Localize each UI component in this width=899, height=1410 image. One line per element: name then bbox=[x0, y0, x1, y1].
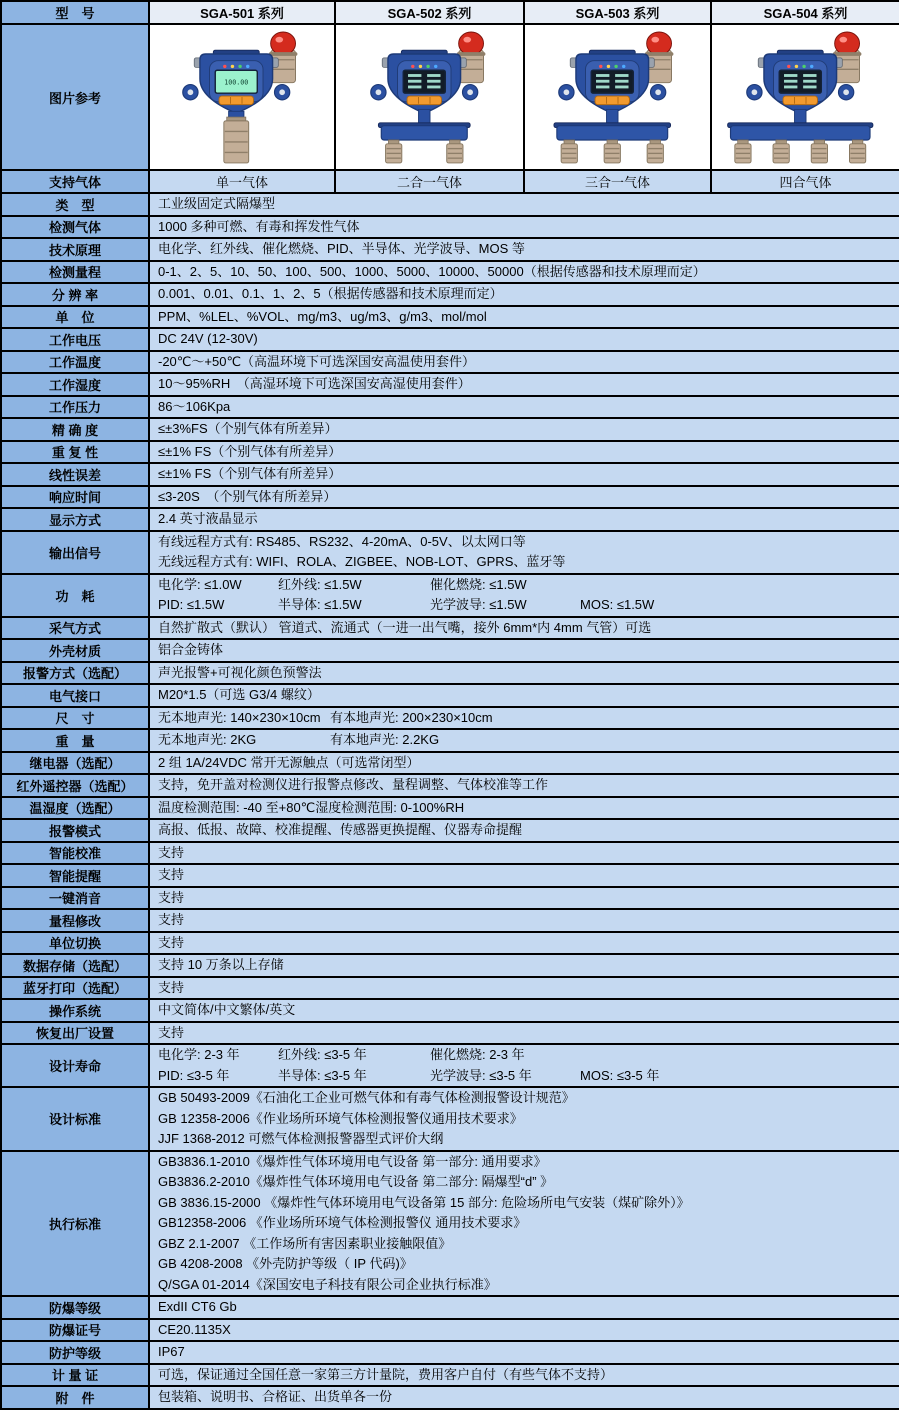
spec-row bbox=[1, 977, 899, 1000]
spec-value-segment: PID: ≤1.5W bbox=[158, 597, 225, 612]
spec-value-segment: GB3836.1-2010《爆炸性气体环境用电气设备 第一部分: 通用要求》 bbox=[158, 1153, 547, 1169]
model-name: SGA-503 系列 bbox=[524, 1, 711, 24]
spec-value-segment: ≤±1% FS（个别气体有所差异） bbox=[158, 466, 342, 481]
spec-row bbox=[1, 1151, 899, 1297]
spec-value-line bbox=[158, 194, 895, 215]
spec-value-line bbox=[158, 1109, 895, 1130]
spec-label: 工作温度 bbox=[1, 351, 149, 374]
spec-value-line bbox=[158, 618, 895, 639]
spec-label: 计 量 证 bbox=[1, 1364, 149, 1387]
spec-value-segment: ExdII CT6 Gb bbox=[158, 1299, 237, 1314]
spec-label: 电气接口 bbox=[1, 684, 149, 707]
spec-value-line bbox=[158, 640, 895, 661]
gas-type: 二合一气体 bbox=[335, 170, 524, 193]
spec-value-segment: 有本地声光: 2.2KG bbox=[330, 732, 440, 747]
spec-value-segment: GB 3836.15-2000 《爆炸性气体环境用电气设备第 15 部分: 危险场所电气安装（煤矿除外）》 bbox=[158, 1194, 690, 1210]
spec-row bbox=[1, 1044, 899, 1087]
spec-value-segment: 无本地声光: 140×230×10cm bbox=[158, 709, 321, 725]
spec-value bbox=[149, 1022, 899, 1045]
spec-value bbox=[149, 752, 899, 775]
spec-value-line bbox=[158, 843, 895, 864]
spec-value-line bbox=[158, 1365, 895, 1386]
spec-value-line bbox=[158, 1297, 895, 1318]
spec-row bbox=[1, 909, 899, 932]
spec-label: 工作湿度 bbox=[1, 373, 149, 396]
spec-label: 执行标准 bbox=[1, 1151, 149, 1297]
spec-row bbox=[1, 463, 899, 486]
spec-value-segment: GB 50493-2009《石油化工企业可燃气体和有毒气体检测报警设计规范》 bbox=[158, 1090, 575, 1105]
spec-row bbox=[1, 486, 899, 509]
spec-value-line bbox=[158, 329, 895, 350]
spec-value bbox=[149, 1386, 899, 1409]
spec-value-line bbox=[158, 753, 895, 774]
spec-value-segment: 支持 bbox=[158, 1024, 185, 1040]
spec-value-segment: Q/SGA 01-2014《深国安电子科技有限公司企业执行标准》 bbox=[158, 1276, 497, 1292]
spec-value bbox=[149, 508, 899, 531]
spec-label: 线性误差 bbox=[1, 463, 149, 486]
spec-value-line bbox=[158, 1193, 895, 1214]
spec-value-segment: 包装箱、说明书、合格证、出货单各一份 bbox=[158, 1389, 393, 1404]
spec-value-line bbox=[158, 442, 895, 463]
spec-label: 红外遥控器（选配） bbox=[1, 774, 149, 797]
spec-row bbox=[1, 1296, 899, 1319]
model-name: SGA-504 系列 bbox=[711, 1, 899, 24]
spec-value-segment: 温度检测范围: -40 至+80℃ bbox=[158, 799, 316, 815]
spec-value-segment: 2.4 英寸液晶显示 bbox=[158, 511, 258, 526]
spec-label: 继电器（选配） bbox=[1, 752, 149, 775]
spec-label: 分 辨 率 bbox=[1, 283, 149, 306]
spec-value-line bbox=[158, 865, 895, 886]
model-name: SGA-501 系列 bbox=[149, 1, 335, 24]
spec-value-segment: 无本地声光: 2KG bbox=[158, 732, 257, 747]
spec-value-segment: GB 12358-2006《作业场所环境气体检测报警仪通用技术要求》 bbox=[158, 1110, 523, 1126]
spec-value-line bbox=[158, 730, 895, 751]
spec-value-line bbox=[158, 978, 895, 999]
spec-value-line bbox=[158, 820, 895, 841]
spec-value bbox=[149, 441, 899, 464]
spec-row bbox=[1, 396, 899, 419]
spec-row bbox=[1, 574, 899, 617]
spec-row bbox=[1, 662, 899, 685]
spec-value-segment: GB12358-2006 《作业场所环境气体检测报警仪 通用技术要求》 bbox=[158, 1215, 527, 1230]
spec-value bbox=[149, 909, 899, 932]
spec-value bbox=[149, 373, 899, 396]
spec-row bbox=[1, 351, 899, 374]
model-row-label: 型 号 bbox=[1, 1, 149, 24]
spec-label: 工作压力 bbox=[1, 396, 149, 419]
spec-value-segment: MOS: ≤1.5W bbox=[580, 597, 655, 612]
spec-label: 报警模式 bbox=[1, 819, 149, 842]
spec-row bbox=[1, 707, 899, 730]
spec-value-line bbox=[158, 775, 895, 796]
spec-value-segment: ≤±1% FS（个别气体有所差异） bbox=[158, 443, 342, 459]
spec-value-segment: 光学波导: ≤3-5 年 bbox=[430, 1067, 532, 1083]
spec-value bbox=[149, 864, 899, 887]
spec-row bbox=[1, 1022, 899, 1045]
spec-row bbox=[1, 752, 899, 775]
spec-label: 一键消音 bbox=[1, 887, 149, 910]
spec-label: 检测量程 bbox=[1, 261, 149, 284]
spec-row bbox=[1, 373, 899, 396]
spec-value bbox=[149, 1319, 899, 1342]
spec-value-line bbox=[158, 1387, 895, 1408]
spec-value-line bbox=[158, 888, 895, 909]
gas-row bbox=[1, 170, 899, 193]
spec-row bbox=[1, 531, 899, 574]
spec-label: 工作电压 bbox=[1, 328, 149, 351]
spec-row bbox=[1, 1087, 899, 1151]
spec-value bbox=[149, 283, 899, 306]
spec-label: 设计标准 bbox=[1, 1087, 149, 1151]
spec-value bbox=[149, 617, 899, 640]
gas-row-label: 支持气体 bbox=[1, 170, 149, 193]
spec-value-line bbox=[158, 1234, 895, 1255]
spec-value-line bbox=[158, 262, 895, 283]
spec-label: 单 位 bbox=[1, 306, 149, 329]
spec-value bbox=[149, 1087, 899, 1151]
spec-value bbox=[149, 774, 899, 797]
spec-value-line bbox=[158, 1320, 895, 1341]
spec-value-segment: 支持 10 万条以上存储 bbox=[158, 957, 284, 972]
spec-value-line bbox=[158, 1254, 895, 1275]
spec-value-line bbox=[158, 798, 895, 819]
spec-value bbox=[149, 418, 899, 441]
spec-value bbox=[149, 238, 899, 261]
spec-label: 恢复出厂设置 bbox=[1, 1022, 149, 1045]
spec-value-line bbox=[158, 1023, 895, 1044]
model-name: SGA-502 系列 bbox=[335, 1, 524, 24]
spec-value-line bbox=[158, 685, 895, 706]
spec-value-line bbox=[158, 284, 895, 305]
spec-value bbox=[149, 574, 899, 617]
spec-value-segment: JJF 1368-2012 可燃气体检测报警器型式评价大纲 bbox=[158, 1131, 444, 1146]
spec-value bbox=[149, 486, 899, 509]
spec-value bbox=[149, 707, 899, 730]
spec-value bbox=[149, 1296, 899, 1319]
spec-value bbox=[149, 531, 899, 574]
spec-value-segment: IP67 bbox=[158, 1344, 185, 1359]
spec-value-line bbox=[158, 217, 895, 238]
spec-value-segment: 催化燃烧: 2-3 年 bbox=[430, 1047, 525, 1062]
spec-value-segment: 中文简体/中文繁体/英文 bbox=[158, 1002, 296, 1017]
spec-value bbox=[149, 684, 899, 707]
spec-value-segment: 1000 多种可燃、有毒和挥发性气体 bbox=[158, 218, 360, 234]
spec-row bbox=[1, 617, 899, 640]
spec-value-line bbox=[158, 419, 895, 440]
spec-label: 显示方式 bbox=[1, 508, 149, 531]
spec-row bbox=[1, 887, 899, 910]
spec-value bbox=[149, 842, 899, 865]
spec-label: 防爆等级 bbox=[1, 1296, 149, 1319]
spec-value bbox=[149, 1341, 899, 1364]
spec-value-line bbox=[158, 397, 895, 418]
spec-value-line bbox=[158, 910, 895, 931]
spec-value-segment: 电化学、红外线、催化燃烧、PID、半导体、光学波导、MOS 等 bbox=[158, 241, 525, 256]
spec-value-segment: 声光报警+可视化颜色预警法 bbox=[158, 664, 322, 680]
device-image-1-probe bbox=[149, 24, 335, 170]
spec-label: 技术原理 bbox=[1, 238, 149, 261]
spec-row bbox=[1, 1341, 899, 1364]
gas-type: 四合气体 bbox=[711, 170, 899, 193]
spec-row bbox=[1, 418, 899, 441]
spec-label: 重 复 性 bbox=[1, 441, 149, 464]
spec-value-segment: GB3836.2-2010《爆炸性气体环境用电气设备 第二部分: 隔爆型“d” 》 bbox=[158, 1174, 554, 1189]
spec-value bbox=[149, 1044, 899, 1087]
spec-row bbox=[1, 328, 899, 351]
device-image-2-probe bbox=[335, 24, 524, 170]
spec-label: 功 耗 bbox=[1, 574, 149, 617]
spec-value-line bbox=[158, 1152, 895, 1173]
spec-value bbox=[149, 887, 899, 910]
spec-value bbox=[149, 954, 899, 977]
spec-value-line bbox=[158, 509, 895, 530]
spec-label: 温湿度（选配） bbox=[1, 797, 149, 820]
spec-label: 重 量 bbox=[1, 729, 149, 752]
spec-value-line bbox=[158, 239, 895, 260]
spec-row bbox=[1, 238, 899, 261]
spec-value-segment: PPM、%LEL、%VOL、mg/m3、ug/m3、g/m3、mol/mol bbox=[158, 308, 487, 324]
spec-label: 尺 寸 bbox=[1, 707, 149, 730]
spec-row bbox=[1, 216, 899, 239]
spec-value-line bbox=[158, 595, 895, 616]
spec-value-segment: MOS: ≤3-5 年 bbox=[580, 1067, 660, 1083]
spec-value-line bbox=[158, 1000, 895, 1021]
spec-row bbox=[1, 842, 899, 865]
spec-value-segment: 可选，保证通过全国任意一家第三方计量院，费用客户自付（有些气体不支持） bbox=[158, 1366, 614, 1382]
spec-value bbox=[149, 639, 899, 662]
gas-type: 三合一气体 bbox=[524, 170, 711, 193]
spec-value-segment: 工业级固定式隔爆型 bbox=[158, 196, 276, 211]
spec-value-segment: 电化学: 2-3 年 bbox=[158, 1047, 240, 1062]
spec-value-line bbox=[158, 933, 895, 954]
spec-value-segment: M20*1.5（可选 G3/4 螺纹） bbox=[158, 687, 320, 702]
spec-value-line bbox=[158, 1213, 895, 1234]
spec-value-segment: 支持 bbox=[158, 867, 185, 882]
model-header-row bbox=[1, 1, 899, 24]
spec-value-segment: ≤±3%FS（个别气体有所差异） bbox=[158, 421, 338, 436]
spec-value-segment: CE20.1135X bbox=[158, 1321, 231, 1337]
spec-row bbox=[1, 261, 899, 284]
svg-text:100.00: 100.00 bbox=[224, 78, 249, 87]
device-image-3-probe bbox=[524, 24, 711, 170]
spec-value bbox=[149, 729, 899, 752]
spec-row bbox=[1, 932, 899, 955]
spec-value-segment: 支持，免开盖对检测仪进行报警点修改、量程调整、气体校准等工作 bbox=[158, 777, 549, 792]
spec-value-segment: 湿度检测范围: 0-100%RH bbox=[315, 799, 465, 815]
spec-row bbox=[1, 1319, 899, 1342]
spec-label: 采气方式 bbox=[1, 617, 149, 640]
spec-label: 外壳材质 bbox=[1, 639, 149, 662]
spec-value bbox=[149, 1364, 899, 1387]
spec-value-line bbox=[158, 663, 895, 684]
image-row-label: 图片参考 bbox=[1, 24, 149, 170]
spec-value-segment: 电化学: ≤1.0W bbox=[158, 576, 242, 592]
spec-value-segment: 0-1、2、5、10、50、100、500、1000、5000、10000、50000（根据传感器和技术原理而定） bbox=[158, 263, 706, 279]
spec-value-line bbox=[158, 575, 895, 596]
spec-row bbox=[1, 684, 899, 707]
spec-value bbox=[149, 261, 899, 284]
spec-label: 精 确 度 bbox=[1, 418, 149, 441]
spec-value-segment: 高报、低报、故障、校准提醒、传感器更换提醒、仪器寿命提醒 bbox=[158, 822, 523, 837]
spec-value bbox=[149, 463, 899, 486]
spec-value-line bbox=[158, 1066, 895, 1087]
spec-row bbox=[1, 283, 899, 306]
spec-value-line bbox=[158, 374, 895, 395]
spec-label: 输出信号 bbox=[1, 531, 149, 574]
spec-row bbox=[1, 819, 899, 842]
spec-label: 防爆证号 bbox=[1, 1319, 149, 1342]
spec-row bbox=[1, 193, 899, 216]
spec-value-line bbox=[158, 1129, 895, 1150]
device-image-4-probe bbox=[711, 24, 899, 170]
spec-value-line bbox=[158, 464, 895, 485]
spec-label: 附 件 bbox=[1, 1386, 149, 1409]
spec-value-segment: 10～95%RH （高湿环境下可选深国安高湿使用套件） bbox=[158, 376, 471, 391]
spec-value-segment: PID: ≤3-5 年 bbox=[158, 1067, 230, 1083]
spec-label: 数据存储（选配） bbox=[1, 954, 149, 977]
spec-value bbox=[149, 819, 899, 842]
spec-row bbox=[1, 508, 899, 531]
spec-value-segment: 支持 bbox=[158, 979, 185, 995]
spec-row bbox=[1, 774, 899, 797]
spec-value-segment: 有本地声光: 200×230×10cm bbox=[330, 709, 493, 725]
spec-value-segment: 红外线: ≤3-5 年 bbox=[278, 1047, 367, 1062]
spec-value-line bbox=[158, 307, 895, 328]
spec-row bbox=[1, 1386, 899, 1409]
spec-value-line bbox=[158, 708, 895, 729]
spec-row bbox=[1, 441, 899, 464]
spec-value bbox=[149, 977, 899, 1000]
spec-row bbox=[1, 999, 899, 1022]
spec-label: 操作系统 bbox=[1, 999, 149, 1022]
spec-label: 单位切换 bbox=[1, 932, 149, 955]
spec-value-segment: 无线远程方式有: WIFI、ROLA、ZIGBEE、NOB-LOT、GPRS、蓝牙等 bbox=[158, 554, 566, 569]
spec-value bbox=[149, 216, 899, 239]
spec-label: 设计寿命 bbox=[1, 1044, 149, 1087]
spec-label: 量程修改 bbox=[1, 909, 149, 932]
spec-value-line bbox=[158, 1342, 895, 1363]
spec-label: 智能提醒 bbox=[1, 864, 149, 887]
spec-value bbox=[149, 999, 899, 1022]
spec-value-segment: 支持 bbox=[158, 844, 185, 860]
spec-label: 报警方式（选配） bbox=[1, 662, 149, 685]
spec-label: 蓝牙打印（选配） bbox=[1, 977, 149, 1000]
spec-value bbox=[149, 662, 899, 685]
spec-value-line bbox=[158, 487, 895, 508]
spec-value bbox=[149, 396, 899, 419]
spec-value-segment: 2 组 1A/24VDC 常开无源触点（可选常闭型） bbox=[158, 754, 420, 770]
spec-row bbox=[1, 729, 899, 752]
spec-value-segment: GBZ 2.1-2007 《工作场所有害因素职业接触限值》 bbox=[158, 1235, 452, 1251]
spec-value bbox=[149, 1151, 899, 1297]
spec-label: 防护等级 bbox=[1, 1341, 149, 1364]
gas-type: 单一气体 bbox=[149, 170, 335, 193]
spec-value-segment: GB 4208-2008 《外壳防护等级（ IP 代码)》 bbox=[158, 1256, 413, 1271]
spec-value-line bbox=[158, 1045, 895, 1066]
spec-value bbox=[149, 351, 899, 374]
spec-value-segment: 红外线: ≤1.5W bbox=[278, 576, 362, 592]
spec-value-segment: -20℃～+50℃（高温环境下可选深国安高温使用套件） bbox=[158, 353, 476, 369]
image-row bbox=[1, 24, 899, 170]
spec-value-segment: 支持 bbox=[158, 889, 185, 905]
spec-value-segment: 光学波导: ≤1.5W bbox=[430, 597, 527, 612]
spec-value-segment: 86～106Kpa bbox=[158, 398, 231, 414]
spec-row bbox=[1, 864, 899, 887]
spec-value-segment: ≤3-20S （个别气体有所差异） bbox=[158, 488, 337, 504]
spec-label: 检测气体 bbox=[1, 216, 149, 239]
spec-row bbox=[1, 306, 899, 329]
spec-value-segment: 0.001、0.01、0.1、1、2、5（根据传感器和技术原理而定） bbox=[158, 286, 503, 301]
spec-value bbox=[149, 797, 899, 820]
spec-value-segment: 铝合金铸体 bbox=[158, 642, 224, 657]
spec-row bbox=[1, 1364, 899, 1387]
spec-label: 智能校准 bbox=[1, 842, 149, 865]
spec-value-segment: 自然扩散式（默认） 管道式、流通式（一进一出气嘴，接外 6mm*内 4mm 气管）可选 bbox=[158, 619, 652, 635]
spec-value bbox=[149, 932, 899, 955]
spec-value-line bbox=[158, 1088, 895, 1109]
spec-value bbox=[149, 328, 899, 351]
spec-value bbox=[149, 306, 899, 329]
spec-row bbox=[1, 797, 899, 820]
spec-value-segment: 半导体: ≤3-5 年 bbox=[278, 1067, 367, 1083]
spec-row bbox=[1, 954, 899, 977]
spec-value-line bbox=[158, 532, 895, 553]
spec-value-segment: 支持 bbox=[158, 934, 185, 950]
spec-value-line bbox=[158, 552, 895, 573]
spec-value-segment: 催化燃烧: ≤1.5W bbox=[430, 576, 527, 592]
spec-value-line bbox=[158, 955, 895, 976]
spec-value-line bbox=[158, 352, 895, 373]
spec-value-segment: DC 24V (12-30V) bbox=[158, 331, 258, 346]
spec-row bbox=[1, 639, 899, 662]
spec-label: 响应时间 bbox=[1, 486, 149, 509]
spec-value bbox=[149, 193, 899, 216]
spec-value-line bbox=[158, 1275, 895, 1296]
spec-value-segment: 半导体: ≤1.5W bbox=[278, 597, 362, 612]
spec-value-line bbox=[158, 1172, 895, 1193]
spec-value-segment: 支持 bbox=[158, 912, 185, 927]
spec-value-segment: 有线远程方式有: RS485、RS232、4-20mA、0-5V、以太网口等 bbox=[158, 533, 526, 549]
spec-label: 类 型 bbox=[1, 193, 149, 216]
